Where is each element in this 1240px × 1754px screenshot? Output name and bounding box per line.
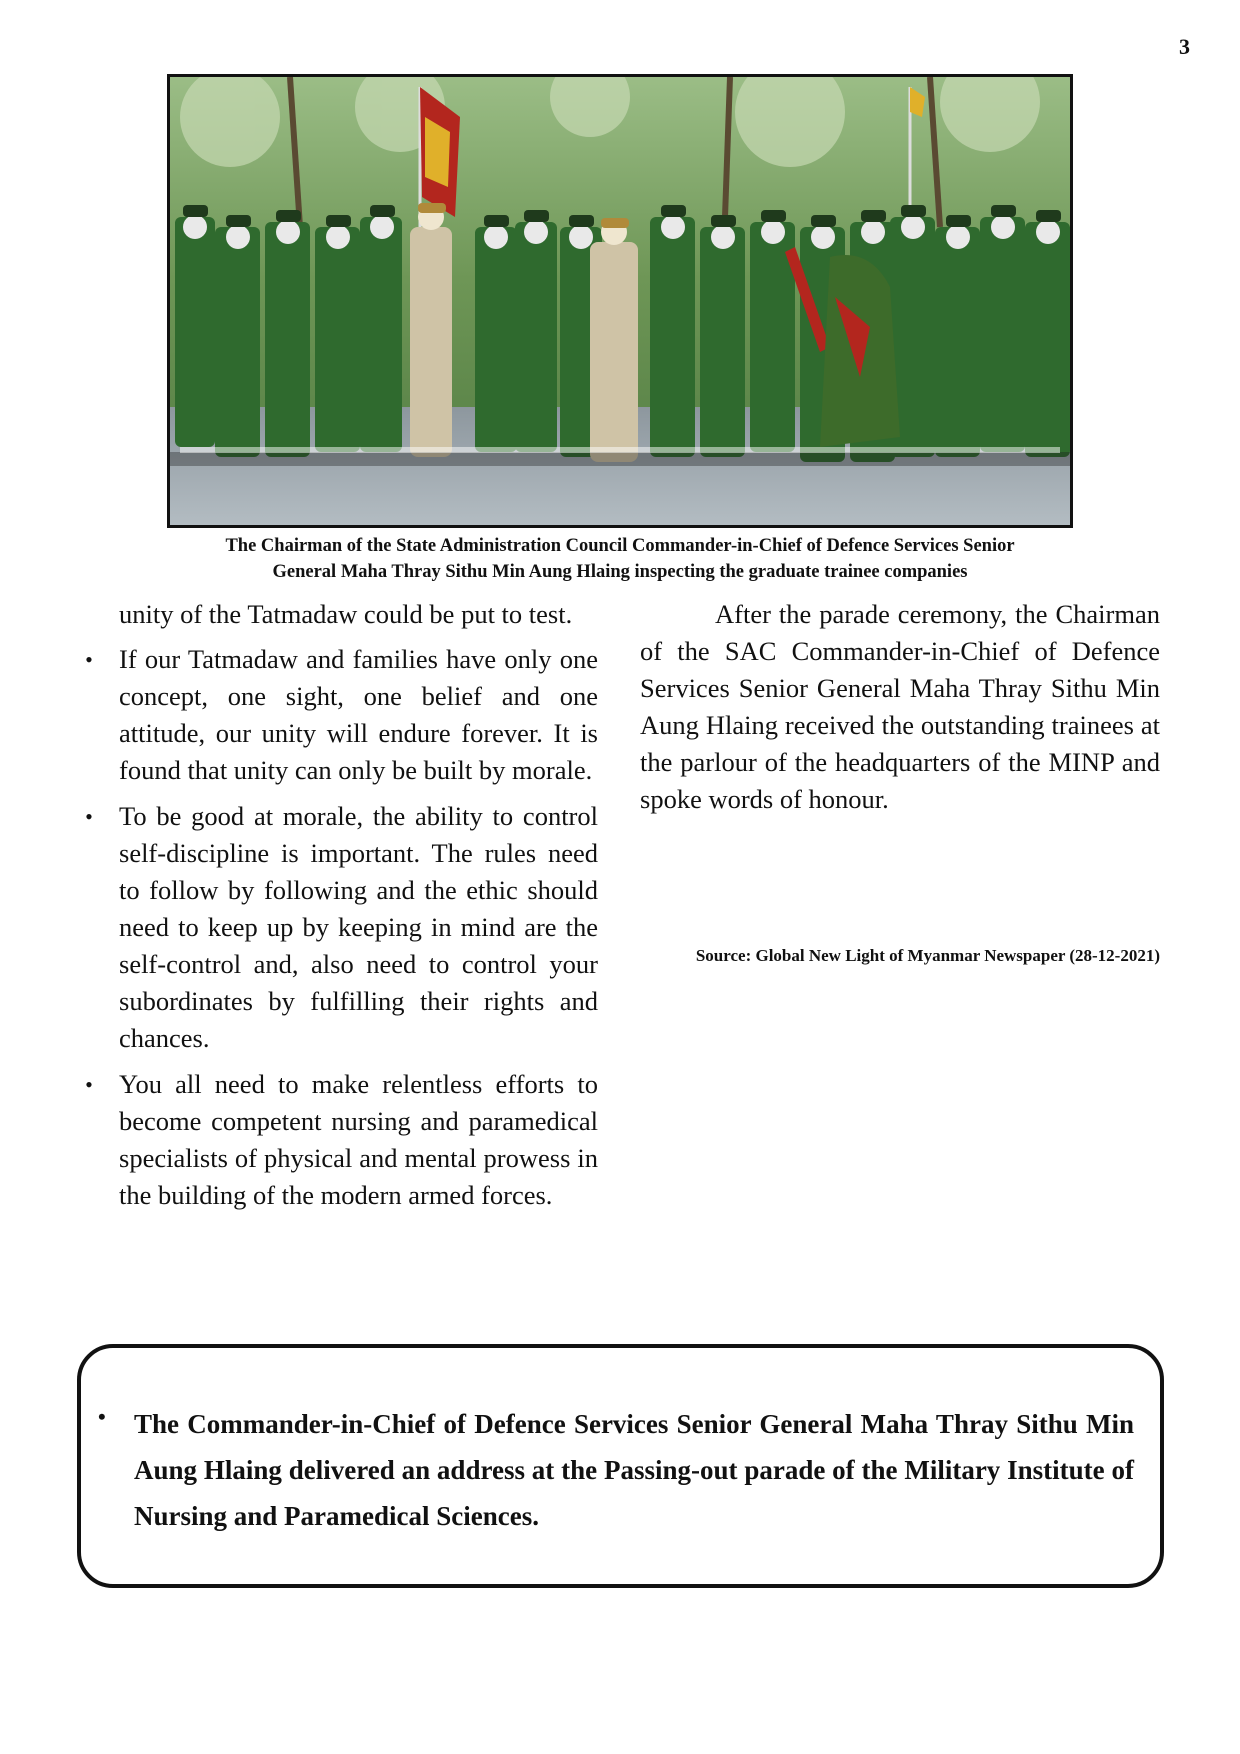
page-number: 3 <box>1179 34 1190 59</box>
caption-line-2: General Maha Thray Sithu Min Aung Hlaing inspecting the graduate trainee companies <box>272 562 968 582</box>
bullet-dot-icon: • <box>85 1072 93 1097</box>
bullet-dot-icon: • <box>85 804 93 829</box>
photo-caption <box>150 533 1090 585</box>
caption-line-1: The Chairman of the State Administration Council Commander-in-Chief of Defence Services Senior <box>225 536 1015 556</box>
bullet-item <box>82 1066 598 1214</box>
source-credit: Source: Global New Light of Myanmar Newspaper (28-12-2021) <box>695 946 1160 965</box>
highlight-text: The Commander-in-Chief of Defence Services Senior General Maha Thray Sithu Min Aung Hlaing delivered an address at the Passing-out parade of the Military Institute of Nursing and Paramedical Sciences. <box>134 1409 1134 1531</box>
bullet-text: You all need to make relentless efforts to become competent nursing and paramedical specialists of physical and mental prowess in the building of the modern armed forces. <box>119 1069 598 1210</box>
bullet-dot-icon: • <box>85 647 93 672</box>
highlight-box <box>77 1344 1164 1588</box>
right-paragraph: After the parade ceremony, the Chairman of the SAC Commander-in-Chief of Defence Services Senior General Maha Thray Sithu Min Aung Hlaing received the outstanding trainees at the parlour of the headquarters of the MINP and spoke words of honour. <box>640 599 1160 814</box>
continued-paragraph: unity of the Tatmadaw could be put to test. <box>119 599 573 629</box>
left-column <box>82 596 598 1223</box>
bullet-dot-icon: • <box>98 1404 106 1429</box>
bullet-item <box>82 641 598 789</box>
bullet-text: To be good at morale, the ability to control self-discipline is important. The rules need to follow by following and the ethic should need to keep up by keeping in mind are the self-control and, also need to control your subordinates by fulfilling their rights and chances. <box>119 801 598 1053</box>
parade-photo-icon <box>170 77 1070 525</box>
right-column <box>640 596 1160 818</box>
bullet-item <box>82 798 598 1057</box>
bullet-list <box>82 641 598 1214</box>
parade-photo <box>167 74 1073 528</box>
bullet-text: If our Tatmadaw and families have only one concept, one sight, one belief and one attitude, our unity will endure forever. It is found that unity can only be built by morale. <box>119 644 598 785</box>
